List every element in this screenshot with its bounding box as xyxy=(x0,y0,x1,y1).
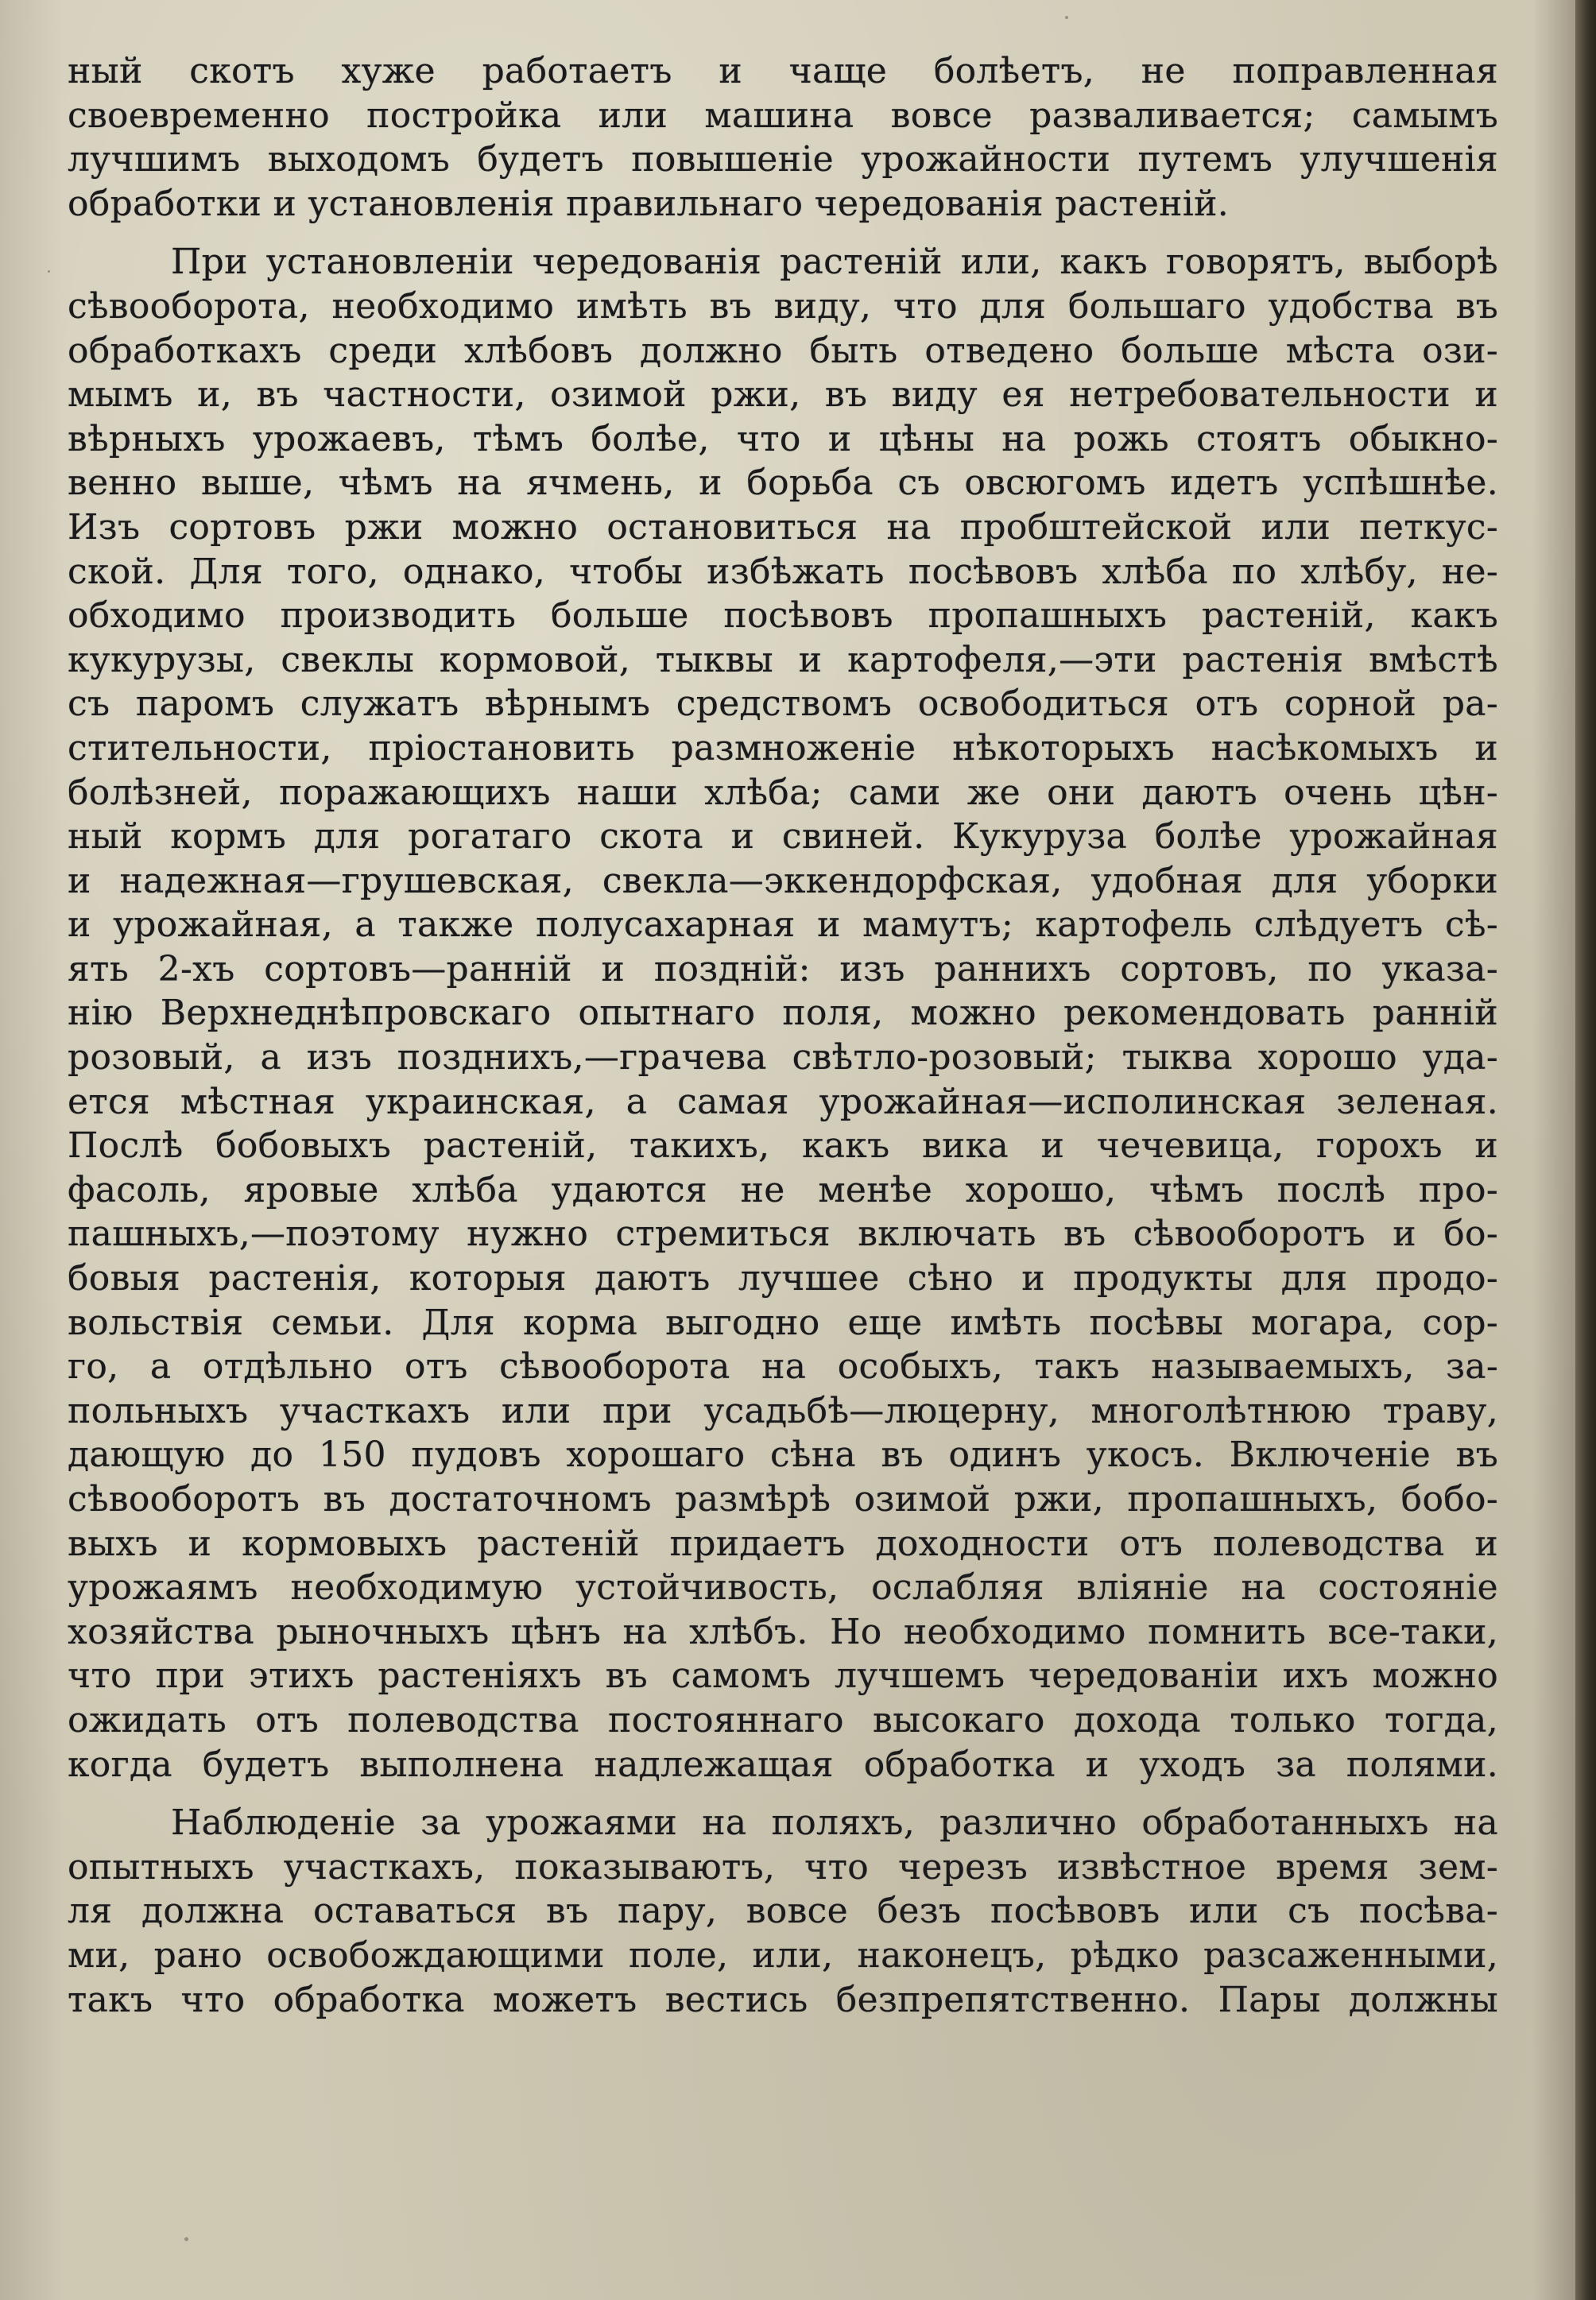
text-line: сѣвооборотъ въ достаточномъ размѣрѣ озимой ржи, пропашныхъ, бобо- xyxy=(68,1479,1498,1520)
text-line: обработкахъ среди хлѣбовъ должно быть отведено больше мѣста ози- xyxy=(68,330,1498,371)
text-line: вѣрныхъ урожаевъ, тѣмъ болѣе, что и цѣны на рожь стоятъ обыкно- xyxy=(68,418,1498,459)
text-line: бовыя растенія, которыя даютъ лучшее сѣно и продукты для продо- xyxy=(68,1258,1498,1299)
text-line: сѣвооборота, необходимо имѣть въ виду, что для большаго удобства въ xyxy=(68,285,1498,327)
text-line: выхъ и кормовыхъ растеній придаетъ доходности отъ полеводства и xyxy=(68,1523,1498,1564)
text-line: опытныхъ участкахъ, показываютъ, что черезъ извѣстное время зем- xyxy=(68,1846,1498,1888)
paragraph-2 xyxy=(68,240,1498,1787)
text-line: съ паромъ служатъ вѣрнымъ средствомъ освободиться отъ сорной ра- xyxy=(68,683,1498,725)
print-speck xyxy=(1065,16,1068,19)
text-line: ми, рано освобождающими поле, или, наконецъ, рѣдко разсаженными, xyxy=(68,1934,1498,1976)
text-line: мымъ и, въ частности, озимой ржи, въ виду ея нетребовательности и xyxy=(68,374,1498,416)
text-line: ской. Для того, однако, чтобы избѣжать посѣвовъ хлѣба по хлѣбу, не- xyxy=(68,551,1498,592)
text-line: вольствія семьи. Для корма выгодно еще имѣть посѣвы могара, сор- xyxy=(68,1302,1498,1343)
text-line: польныхъ участкахъ или при усадьбѣ—люцерну, многолѣтнюю траву, xyxy=(68,1390,1498,1431)
text-line: обработки и установленія правильнаго чередованія растеній. xyxy=(68,183,1230,224)
text-line: нію Верхнеднѣпровскаго опытнаго поля, можно рекомендовать ранній xyxy=(68,993,1498,1034)
body-text xyxy=(68,49,1498,2022)
print-speck xyxy=(184,2237,188,2241)
text-line: ять 2-хъ сортовъ—ранній и поздній: изъ раннихъ сортовъ, по указа- xyxy=(68,948,1498,989)
text-line: При установленіи чередованія растеній или, какъ говорятъ, выборѣ xyxy=(171,242,1498,283)
text-line: го, а отдѣльно отъ сѣвооборота на особыхъ, такъ называемыхъ, за- xyxy=(68,1346,1498,1388)
text-line: своевременно постройка или машина вовсе разваливается; самымъ xyxy=(68,95,1498,136)
text-line: кукурузы, свеклы кормовой, тыквы и картофеля,—эти растенія вмѣстѣ xyxy=(68,639,1498,680)
text-line: ный скотъ хуже работаетъ и чаще болѣетъ, не поправленная xyxy=(68,51,1498,91)
text-line: Изъ сортовъ ржи можно остановиться на пробштейской или петкус- xyxy=(68,506,1498,548)
text-line: розовый, а изъ позднихъ,—грачева свѣтло-розовый; тыква хорошо уда- xyxy=(68,1037,1498,1078)
text-line: ожидать отъ полеводства постояннаго высокаго дохода только тогда, xyxy=(68,1699,1498,1740)
text-line: и урожайная, а также полусахарная и мамутъ; картофель слѣдуетъ сѣ- xyxy=(68,904,1498,946)
text-line: лучшимъ выходомъ будетъ повышеніе урожайности путемъ улучшенія xyxy=(68,139,1498,180)
text-line: болѣзней, поражающихъ наши хлѣба; сами же они даютъ очень цѣн- xyxy=(68,772,1498,813)
text-line: урожаямъ необходимую устойчивость, ослабляя вліяніе на состояніе xyxy=(68,1567,1498,1609)
text-line: такъ что обработка можетъ вестись безпрепятственно. Пары должны xyxy=(68,1979,1498,2020)
text-line: дающую до 150 пудовъ хорошаго сѣна въ одинъ укосъ. Включеніе въ xyxy=(68,1435,1498,1476)
text-line: фасоль, яровые хлѣба удаются не менѣе хорошо, чѣмъ послѣ про- xyxy=(68,1169,1498,1210)
text-line: ный кормъ для рогатаго скота и свиней. Кукуруза болѣе урожайная xyxy=(68,816,1498,858)
text-line: Послѣ бобовыхъ растеній, такихъ, какъ вика и чечевица, горохъ и xyxy=(68,1125,1498,1167)
text-line: ется мѣстная украинская, а самая урожайная—исполинская зеленая. xyxy=(68,1081,1498,1122)
print-speck xyxy=(48,270,50,273)
text-line: и надежная—грушевская, свекла—эккендорфская, удобная для уборки xyxy=(68,860,1498,901)
text-line: стительности, пріостановить размноженіе нѣкоторыхъ насѣкомыхъ и xyxy=(68,727,1498,769)
paragraph-3 xyxy=(68,1801,1498,2022)
page-edge-shadow xyxy=(1575,0,1596,2300)
text-line: пашныхъ,—поэтому нужно стремиться включать въ сѣвооборотъ и бо- xyxy=(68,1214,1498,1255)
text-line: обходимо производить больше посѣвовъ пропашныхъ растеній, какъ xyxy=(68,595,1498,637)
text-line: когда будетъ выполнена надлежащая обработка и уходъ за полями. xyxy=(68,1744,1498,1785)
text-line: ля должна оставаться въ пару, вовсе безъ посѣвовъ или съ посѣва- xyxy=(68,1891,1498,1932)
text-line: Наблюденіе за урожаями на поляхъ, различно обработанныхъ на xyxy=(171,1802,1498,1844)
text-line: что при этихъ растеніяхъ въ самомъ лучшемъ чередованіи ихъ можно xyxy=(68,1655,1498,1697)
paragraph-1 xyxy=(68,49,1498,226)
text-line: хозяйства рыночныхъ цѣнъ на хлѣбъ. Но необходимо помнить все-таки, xyxy=(68,1611,1498,1652)
text-line: венно выше, чѣмъ на ячмень, и борьба съ овсюгомъ идетъ успѣшнѣе. xyxy=(68,463,1498,504)
